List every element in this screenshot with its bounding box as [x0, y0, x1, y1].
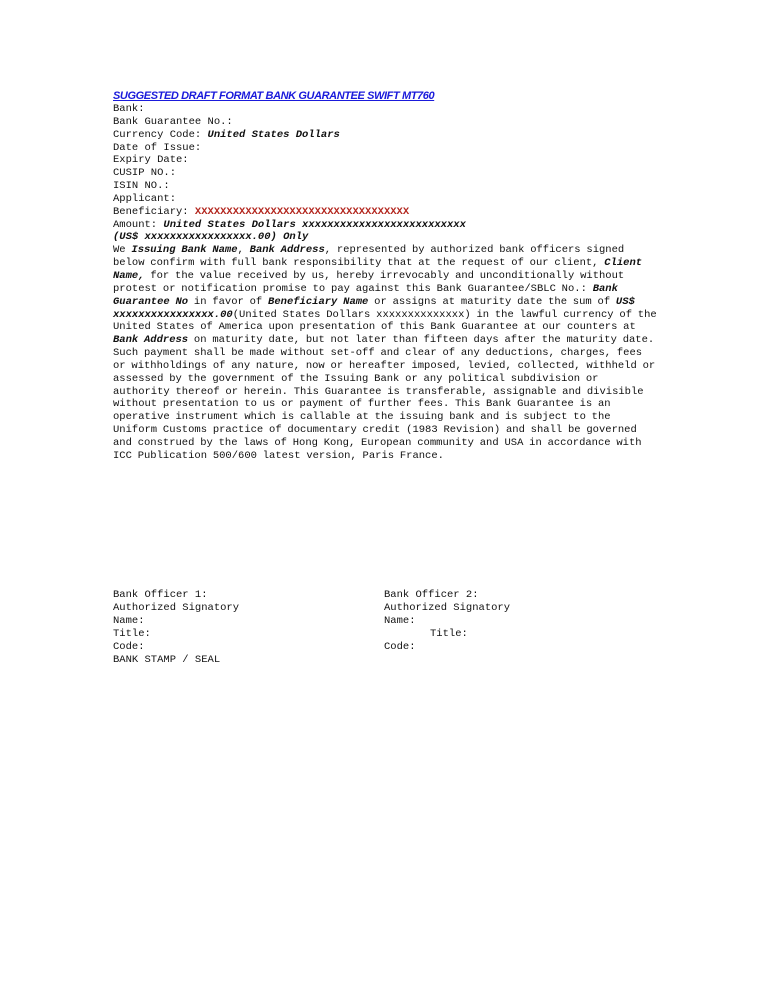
body-text: We [113, 244, 132, 257]
officer1-code: Code: [113, 641, 145, 653]
officer2-title: Title: [430, 628, 468, 640]
body-text: , represented by authorized bank officers signed below confirm with full bank responsibility that at the request of our client, [113, 244, 625, 270]
cusip-field: CUSIP NO.: [113, 167, 177, 180]
officer1-signatory: Authorized Signatory [113, 602, 240, 614]
isin-field: ISIN NO.: [113, 180, 170, 193]
bank-guarantee-number: Bank Guarantee No [113, 282, 618, 308]
body-text: , [237, 244, 250, 257]
beneficiary-field [113, 206, 658, 219]
officer2-name: Name: [384, 615, 416, 627]
client-name: Client Name, [113, 257, 643, 282]
body-text: (United States Dollars xxxxxxxxxxxxxx) in the lawful currency of the United States of America upon presentation of this Bank Guarantee at our counters at [113, 308, 657, 334]
beneficiary-name: Beneficiary Name [268, 295, 369, 308]
bank-address: Bank Address [113, 334, 189, 347]
guarantee-document [113, 90, 658, 463]
bank-guarantee-no-field: Bank Guarantee No.: [113, 115, 233, 128]
body-text: in favor of [188, 295, 269, 308]
currency-label: Currency Code: [113, 128, 208, 141]
officer2-code: Code: [384, 641, 416, 653]
body-text: for the value received by us, hereby irrevocably and unconditionally without protest or notification promise to pay against this Bank Guarantee/SBLC No.: [113, 269, 625, 295]
officer1-name: Name: [113, 615, 145, 627]
bank-officer-2-block [384, 589, 510, 654]
applicant-field: Applicant: [113, 192, 177, 205]
officer2-signatory: Authorized Signatory [384, 602, 511, 614]
expiry-date-field: Expiry Date: [113, 154, 189, 167]
bank-field: Bank: [113, 103, 145, 115]
amount-usd-line: (US$ xxxxxxxxxxxxxxxxx.00) Only [113, 231, 309, 244]
body-text: or assigns at maturity date the sum of [368, 295, 616, 308]
document-title-link[interactable]: SUGGESTED DRAFT FORMAT BANK GUARANTEE SWIFT MT760 [113, 90, 435, 102]
officer2-heading: Bank Officer 2: [384, 589, 479, 601]
bank-stamp-seal: BANK STAMP / SEAL [113, 654, 221, 666]
date-of-issue-field: Date of Issue: [113, 141, 202, 154]
body-text: on maturity date, but not later than fifteen days after the maturity date. Such payment shall be made without set-off and clear of any deductions, charges, fees or withholdings of any nature, now or hereafter imposed, levied, collected, withheld or assessed by the government of the Issuing Bank or any political subdivision or authority thereof or herein. This Guarantee is transferable, assignable and divisible without presentation to us or payment of further fees. This Bank Guarantee is an operative instrument which is callable at the issuing bank and is subject to the Uniform Customs practice of documentary credit (1983 Revision) and shall be governed and construed by the laws of Hong Kong, European community and USA in accordance with ICC Publication 500/600 latest version, Paris France. [113, 334, 656, 462]
guarantee-body-paragraph [113, 244, 658, 462]
amount-value: United States Dollars xxxxxxxxxxxxxxxxxxxxxxxxxx [163, 218, 466, 231]
bank-officer-1-block [113, 589, 239, 667]
beneficiary-value: XXXXXXXXXXXXXXXXXXXXXXXXXXXXXXXXXX [194, 205, 410, 218]
usd-amount: US$ xxxxxxxxxxxxxxxx.00 [113, 295, 635, 321]
beneficiary-label: Beneficiary: [113, 205, 195, 218]
amount-label: Amount: [113, 218, 164, 231]
bank-address: Bank Address [249, 244, 325, 257]
officer1-title: Title: [113, 628, 151, 640]
currency-code-field [113, 129, 658, 142]
officer1-heading: Bank Officer 1: [113, 589, 208, 601]
currency-value: United States Dollars [207, 128, 340, 141]
amount-field [113, 219, 658, 232]
issuing-bank-name: Issuing Bank Name [131, 244, 238, 257]
